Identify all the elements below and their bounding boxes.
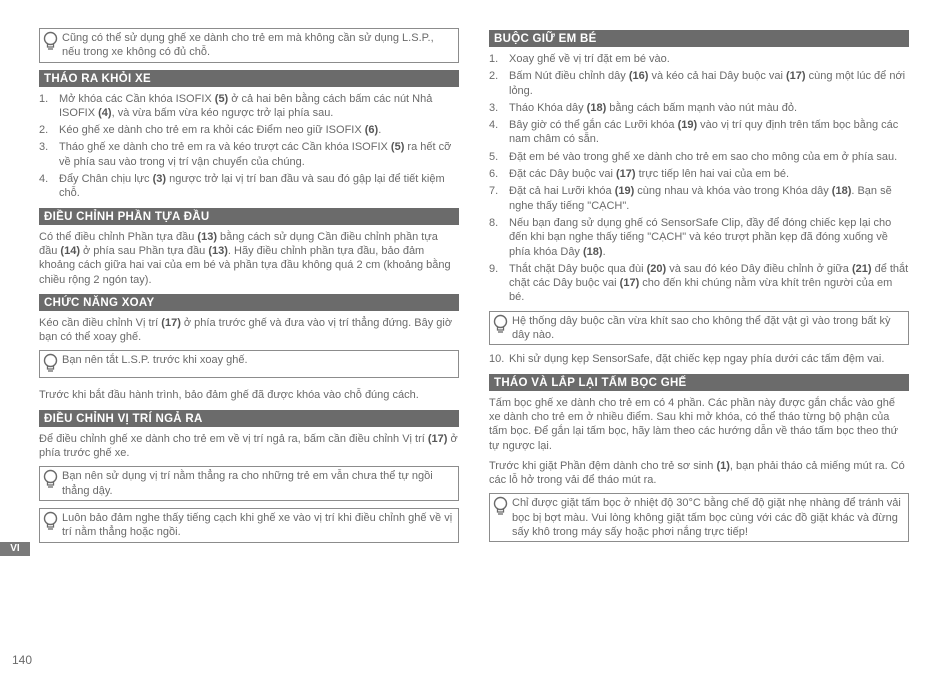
lightbulb-icon — [42, 511, 59, 533]
lightbulb-icon — [42, 353, 59, 375]
lightbulb-icon — [492, 314, 509, 336]
rotate-paragraph-2: Trước khi bắt đầu hành trình, bảo đảm ghế đã được khóa vào chỗ đúng cách. — [39, 389, 419, 402]
list-item: 9. Thắt chặt Dây buộc qua đùi (20) và sau đó kéo Dây điều chỉnh ở giữa (21) để thắt chặt các Dây buộc vai (17) cho đến khi chúng nằm vừa khít trên người của em bé. — [489, 262, 909, 304]
page-number: 140 — [12, 653, 33, 667]
secure-steps-list-cont — [489, 352, 909, 366]
language-tab: VI — [0, 542, 30, 556]
info-note — [489, 493, 909, 542]
list-item: 1. Xoay ghế về vị trí đặt em bé vào. — [489, 53, 670, 65]
list-item: 1. Mở khóa các Cần khóa ISOFIX (5) ở cả hai bên bằng cách bấm các nút Nhả ISOFIX (4), và vừa bấm vừa kéo ngược trở lại phía sau. — [39, 92, 433, 119]
list-item: 8. Nếu bạn đang sử dụng ghế có SensorSafe Clip, đầy để đóng chiếc kẹp lại cho đến khi bạn nghe thấy tiếng "CẠCH" và kéo trượt phần kẹp đã đóng xuống về phía khóa Dây (18). — [489, 216, 892, 258]
info-note — [489, 311, 909, 346]
note-text: Luôn bảo đảm nghe thấy tiếng cạch khi ghế xe vào vị trí khi điều chỉnh ghế về vị trí nằm thẳng hoặc ngồi. — [62, 511, 453, 539]
right-column — [489, 28, 909, 549]
note-text: Bạn nên sử dụng vị trí nằm thẳng ra cho những trẻ em vẫn chưa thể tự ngồi thẳng dậy. — [62, 470, 433, 497]
info-note — [39, 28, 459, 63]
lightbulb-icon — [492, 496, 509, 518]
rotate-paragraph: Kéo cần điều chỉnh Vị trí (17) ở phía trước ghế và đưa vào vị trí thẳng đứng. Bây giờ bạn có thể xoay ghế. — [39, 316, 453, 344]
info-note — [39, 466, 459, 501]
remove-steps-list — [39, 92, 459, 201]
recline-paragraph: Để điều chỉnh ghế xe dành cho trẻ em về vị trí ngả ra, bấm cần điều chỉnh Vị trí (17) ở phía trước ghế xe. — [39, 432, 458, 460]
section-header-cover: THÁO VÀ LẮP LẠI TẤM BỌC GHẾ — [489, 374, 909, 391]
note-text: Chỉ được giặt tấm bọc ở nhiệt độ 30°C bằng chế độ giặt nhẹ nhàng để tránh vải bọc bị bợt màu. Vui lòng không giặt tấm bọc cùng với các đồ giặt khác và đừng sấy khô trong máy sấy hoặc phơi nắng trực tiếp! — [512, 497, 901, 539]
list-item: 10. Khi sử dụng kẹp SensorSafe, đặt chiếc kẹp ngay phía dưới các tấm đệm vai. — [489, 353, 885, 366]
lightbulb-icon — [42, 469, 59, 491]
section-header-recline: ĐIỀU CHỈNH VỊ TRÍ NGẢ RA — [39, 410, 459, 427]
cover-paragraph-2: Trước khi giặt Phần đệm dành cho trẻ sơ sinh (1), bạn phải tháo cả miếng mút ra. Có các lỗ hở trong vải để tháo mút ra. — [489, 459, 905, 487]
section-header-rotate: CHỨC NĂNG XOAY — [39, 294, 459, 311]
section-header-secure-baby: BUỘC GIỮ EM BÉ — [489, 30, 909, 47]
section-header-remove: THÁO RA KHỎI XE — [39, 70, 459, 87]
list-item: 3. Tháo Khóa dây (18) bằng cách bấm mạnh vào nút màu đỏ. — [489, 101, 798, 114]
left-column — [39, 28, 459, 550]
list-item: 2. Bấm Nút điều chỉnh dây (16) và kéo cả hai Dây buộc vai (17) cùng một lúc để nới lỏng. — [489, 70, 906, 97]
cover-paragraph: Tấm bọc ghế xe dành cho trẻ em có 4 phần. Các phần này được gắn chắc vào ghế xe dành cho trẻ em ở nhiều điểm. Sau khi mở khóa, có thể tháo từng bộ phận của tấm bọc. Để gắn lại tấm bọc, hãy làm theo các hướng dẫn về tháo tấm bọc theo thứ tự ngược lại. — [489, 396, 899, 452]
note-text: Bạn nên tắt L.S.P. trước khi xoay ghế. — [62, 354, 248, 367]
list-item: 7. Đặt cả hai Lưỡi khóa (19) cùng nhau và khóa vào trong Khóa dây (18). Bạn sẽ nghe thấy tiếng "CẠCH". — [489, 185, 892, 212]
headrest-paragraph: Có thể điều chỉnh Phần tựa đầu (13) bằng cách sử dụng Cần điều chỉnh phần tựa đầu (14) ở phía sau Phần tựa đầu (13). Hãy điều chỉnh phần tựa đầu, bảo đảm khoảng cách giữa hai vai của em bé và phần tựa đầu không quá 2 cm (khoảng bằng chiều rộng 2 ngón tay). — [39, 230, 451, 286]
list-item: 4. Bây giờ có thể gắn các Lưỡi khóa (19) vào vị trí quy định trên tấm bọc bằng các nam châm có sẵn. — [489, 119, 899, 146]
section-header-headrest: ĐIỀU CHỈNH PHẦN TỰA ĐẦU — [39, 208, 459, 225]
note-text: Hệ thống dây buộc cần vừa khít sao cho không thể đặt vật gì vào trong bất kỳ dây nào. — [512, 314, 891, 342]
list-item: 5. Đặt em bé vào trong ghế xe dành cho trẻ em sao cho mông của em ở phía sau. — [489, 150, 898, 163]
list-item: 3. Tháo ghế xe dành cho trẻ em ra và kéo trượt các Cần khóa ISOFIX (5) ra hết cỡ về phía sau vào trong vị trí vận chuyển của chúng. — [39, 141, 452, 168]
info-note — [39, 350, 459, 378]
info-note — [39, 508, 459, 543]
list-item: 2. Kéo ghế xe dành cho trẻ em ra khỏi các Điểm neo giữ ISOFIX (6). — [39, 124, 382, 137]
note-text: Cũng có thể sử dụng ghế xe dành cho trẻ em mà không cần sử dụng L.S.P., nếu trong xe không có đủ chỗ. — [62, 32, 434, 59]
lightbulb-icon — [42, 31, 59, 53]
secure-steps-list — [489, 52, 909, 305]
list-item: 6. Đặt các Dây buộc vai (17) trực tiếp lên hai vai của em bé. — [489, 168, 790, 181]
list-item: 4. Đẩy Chân chịu lực (3) ngược trở lại vị trí ban đầu và sau đó gập lại để tiết kiệm chỗ. — [39, 173, 445, 200]
